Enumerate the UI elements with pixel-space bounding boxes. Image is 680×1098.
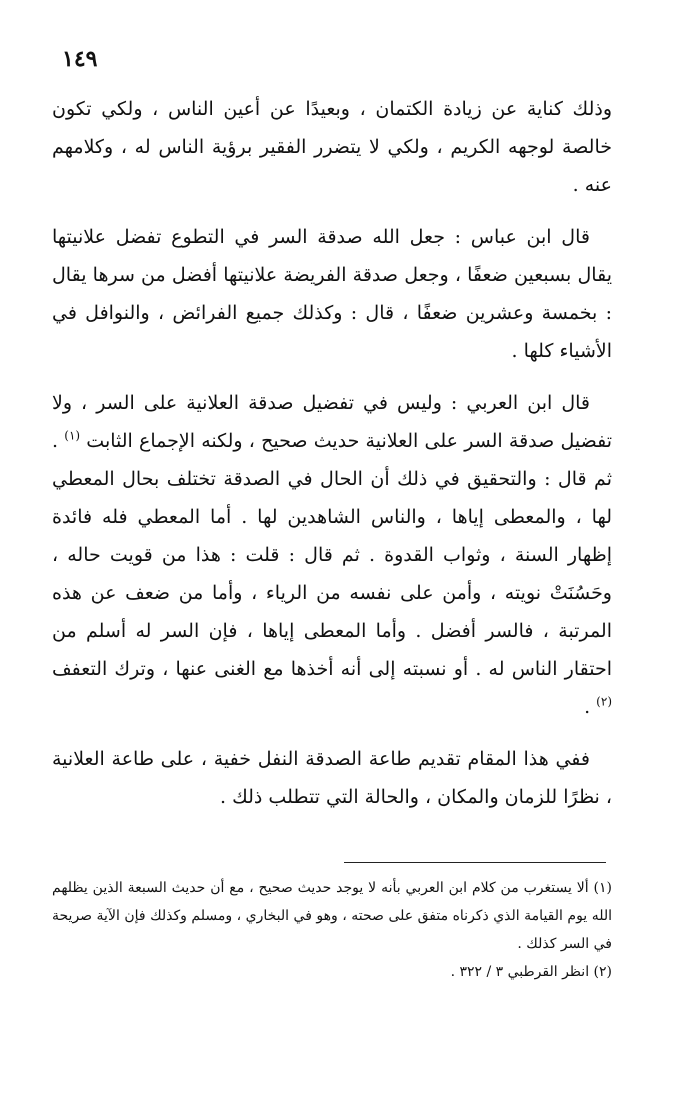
paragraph-3-end: . [584, 696, 591, 718]
footnote-2: (٢) انظر القرطبي ٣ / ٣٢٢ . [450, 964, 612, 980]
paragraph-3-part-2: . ثم قال : والتحقيق في ذلك أن الحال في الصدقة تختلف بحال المعطي لها ، والمعطى إياها ، والناس الشاهدين لها . أما المعطي فله فائدة إظهار السنة ، وثواب القدوة . ثم قال : قلت : هذا من قويت حاله ، وحَسُنَتْ نويته ، وأمن على نفسه من الرياء ، وأما من ضعف عن هذه المرتبة ، فالسر أفضل . وأما المعطى إياها ، فإن السر له أسلم من احتقار الناس له . أو نسبته إلى أنه أخذها مع الغنى عنها ، وترك التعفف [52, 430, 612, 680]
footnote-divider [344, 862, 606, 863]
paragraph-1: وذلك كناية عن زيادة الكتمان ، وبعيدًا عن أعين الناس ، ولكي تكون خالصة لوجهه الكريم ، ولكي لا يتضرر الفقير برؤية الناس له ، وكلامهم عنه . [52, 98, 612, 196]
footnote-ref-1[interactable]: (١) [64, 428, 81, 443]
paragraph-3 [52, 384, 612, 726]
footnotes [52, 874, 612, 986]
paragraph-2: قال ابن عباس : جعل الله صدقة السر في التطوع تفضل علانيتها يقال بسبعين ضعفًا ، وجعل صدقة الفريضة علانيتها أفضل من سرها يقال : بخمسة وعشرين ضعفًا ، قال : وكذلك جميع الفرائض ، والنوافل في الأشياء كلها . [52, 226, 612, 362]
main-text [52, 90, 612, 830]
footnote-ref-2[interactable]: (٢) [596, 694, 612, 709]
paragraph-3-part-1: قال ابن العربي : وليس في تفضيل صدقة العلانية على السر ، ولا تفضيل صدقة السر على العلانية حديث صحيح ، ولكنه الإجماع الثابت [52, 392, 612, 452]
footnote-1: (١) ألا يستغرب من كلام ابن العربي بأنه لا يوجد حديث صحيح ، مع أن حديث السبعة الذين يظلهم الله يوم القيامة الذي ذكرناه متفق على صحته ، وهو في البخاري ، ومسلم وكذلك فإن الآية صريحة في السر كذلك . [52, 880, 612, 952]
page-number: ١٤٩ [62, 46, 98, 72]
paragraph-4: ففي هذا المقام تقديم طاعة الصدقة النفل خفية ، على طاعة العلانية ، نظرًا للزمان والمكان ، والحالة التي تتطلب ذلك . [52, 748, 612, 808]
